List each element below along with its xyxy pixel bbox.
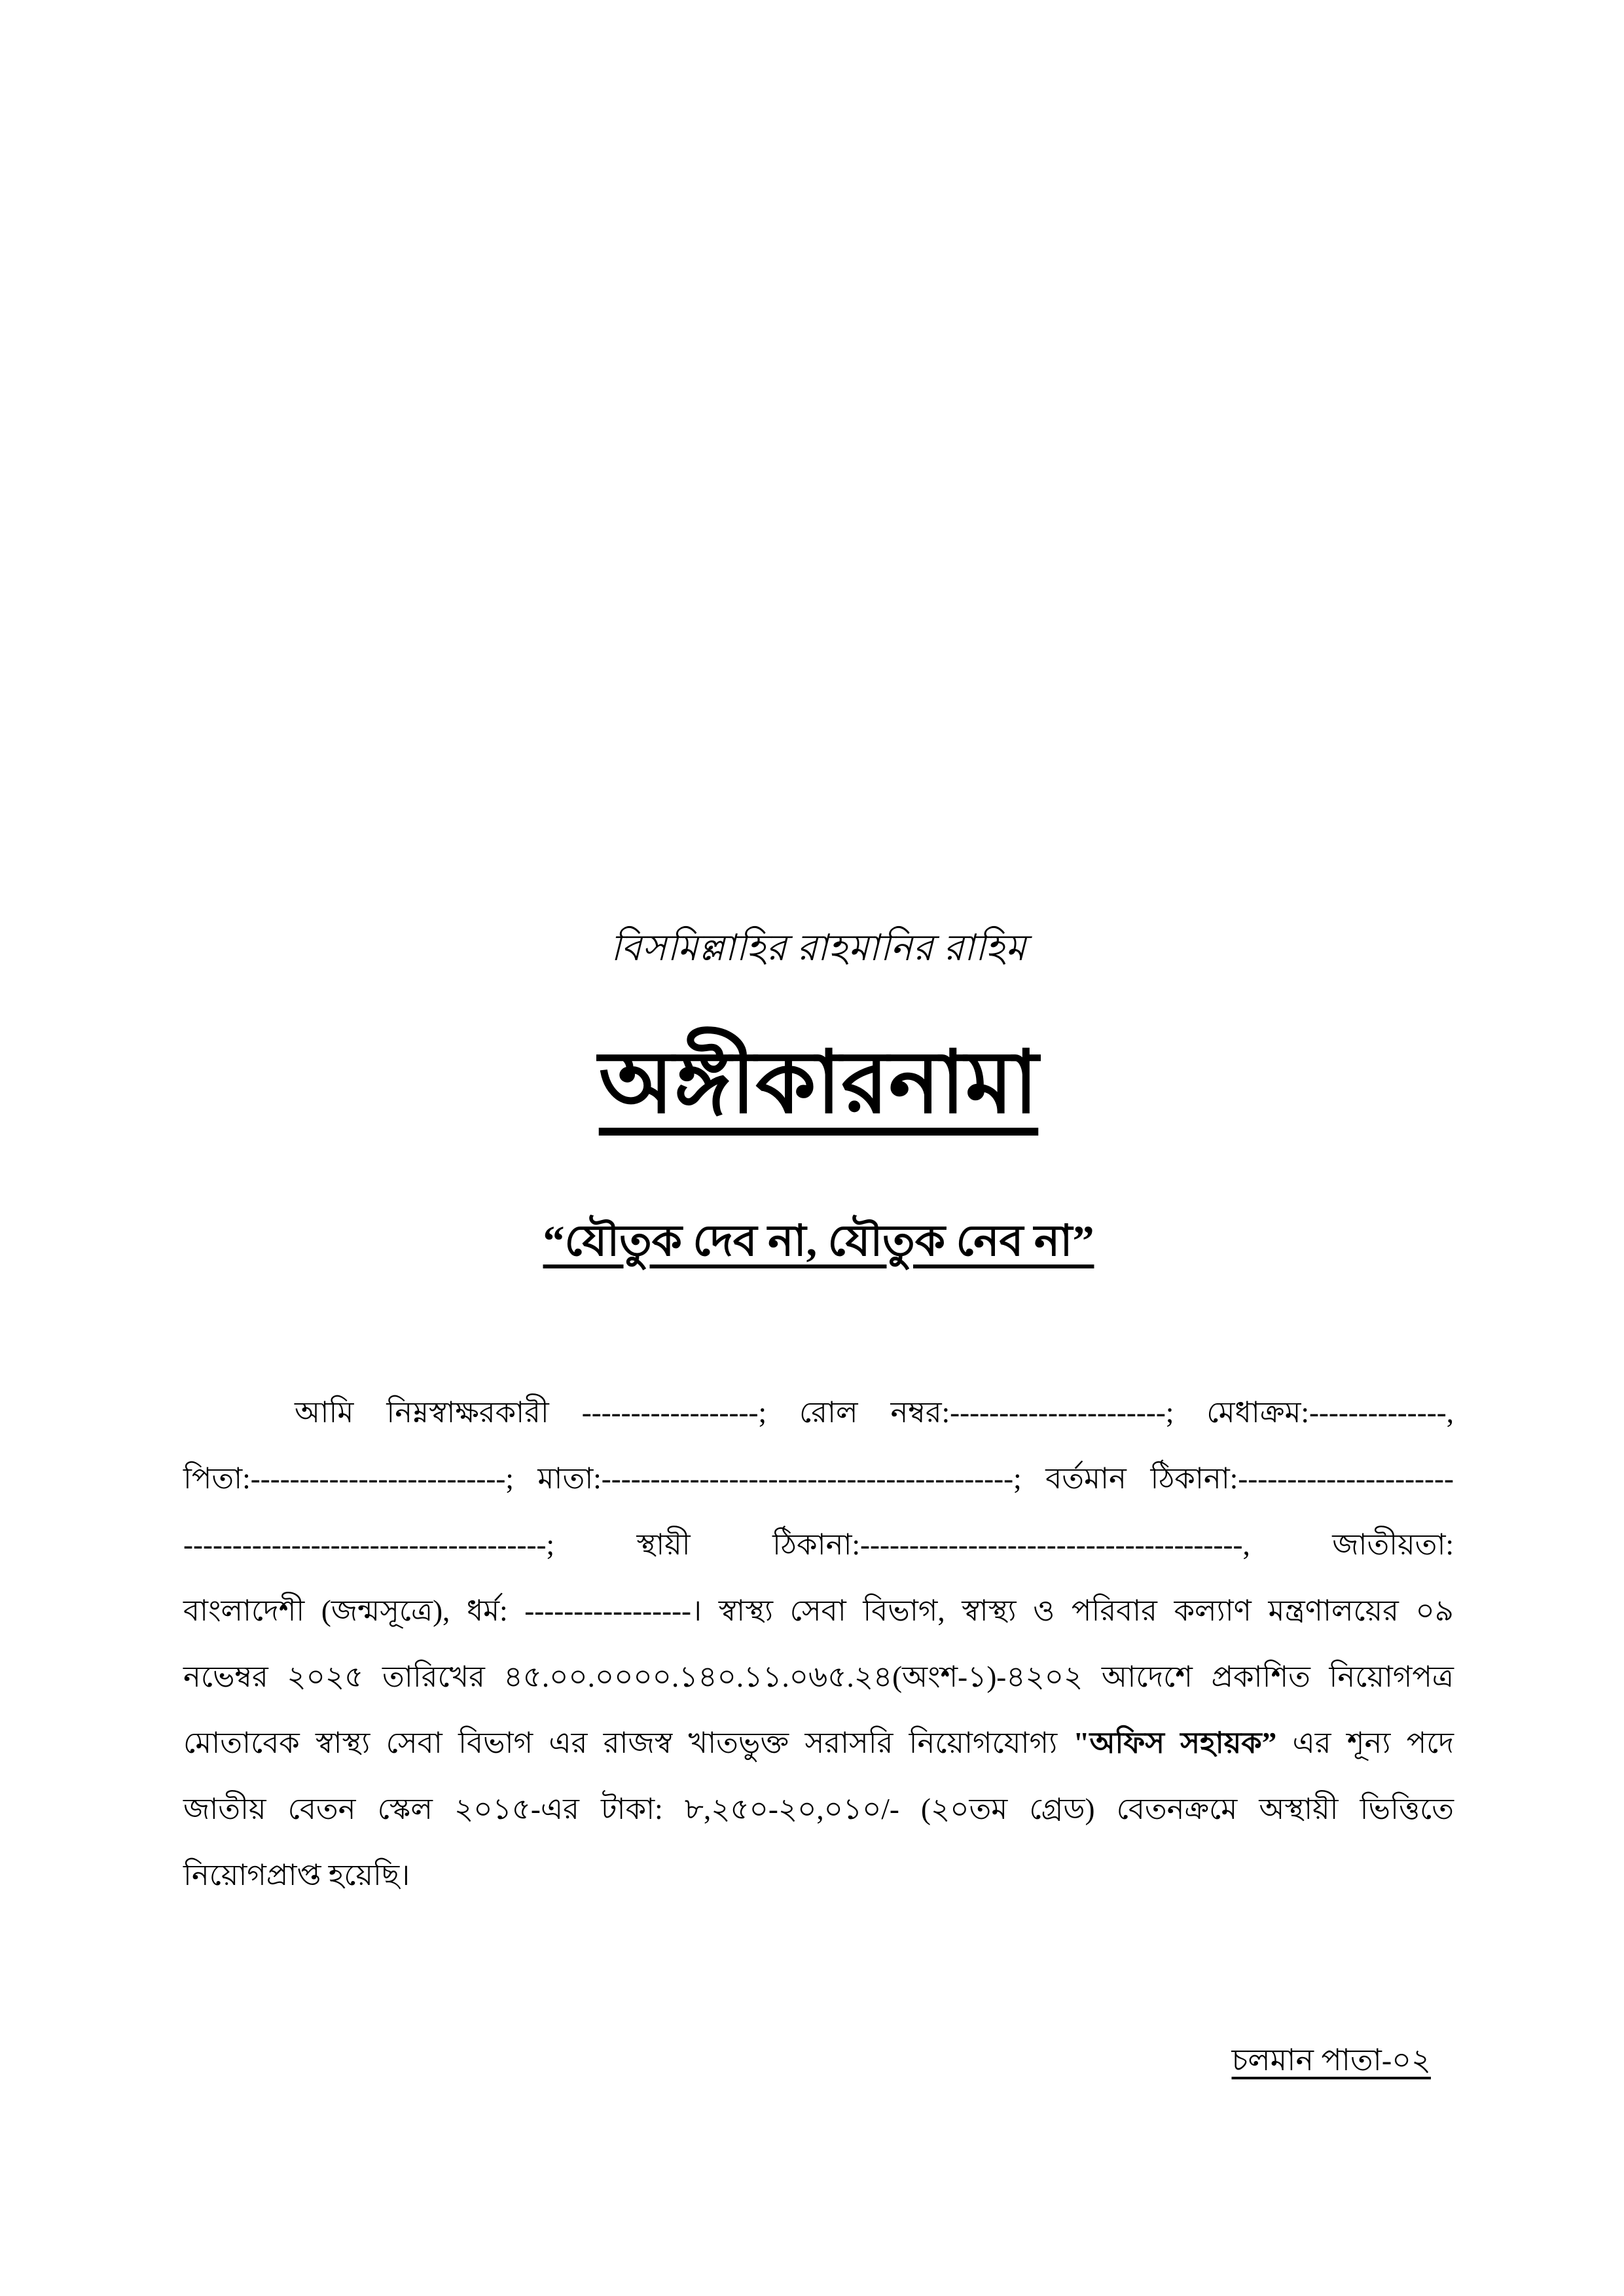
body-line-7: জাতীয় বেতন স্কেল ২০১৫-এর টাকা: ৮,২৫০-২০,০১০/- (২০তম গ্রেড) বেতনক্রমে অস্থায়ী ভিত্তিতে xyxy=(183,1793,1454,1825)
body-line-2: পিতা:--------------------------; মাতা:------------------------------------------; বর্তমান ঠিকানা:---------------------- xyxy=(183,1462,1454,1495)
body-line-3: -------------------------------------; স্থায়ী ঠিকানা:---------------------------------------, জাতীয়তা: xyxy=(183,1528,1454,1561)
continuation-note-text: চলমান পাতা-০২ xyxy=(1231,2043,1431,2077)
body-line-4: বাংলাদেশী (জন্মসূত্রে), ধর্ম: -----------------। স্বাস্থ্য সেবা বিভাগ, স্বাস্থ্য ও পরিবার কল্যাণ মন্ত্রণালয়ের ০৯ xyxy=(183,1594,1454,1627)
body-line-5: নভেম্বর ২০২৫ তারিখের ৪৫.০০.০০০০.১৪০.১১.০৬৫.২৪(অংশ-১)-৪২০২ আদেশে প্রকাশিত নিয়োগপত্র xyxy=(183,1660,1454,1693)
pledge-quote xyxy=(183,1212,1454,1271)
declaration-paragraph xyxy=(183,1380,1454,1909)
body-line-6-pre: মোতাবেক স্বাস্থ্য সেবা বিভাগ এর রাজস্ব খাতভুক্ত সরাসরি নিয়োগযোগ্য xyxy=(183,1727,1074,1759)
body-line-6-post: এর শূন্য পদে xyxy=(1276,1727,1454,1759)
post-name-bold: "অফিস সহায়ক” xyxy=(1073,1727,1277,1759)
body-line-8: নিয়োগপ্রাপ্ত হয়েছি। xyxy=(183,1859,410,1892)
document-title-text: অঙ্গীকারনামা xyxy=(598,1035,1039,1131)
body-line-1: আমি নিম্নস্বাক্ষরকারী ------------------; রোল নম্বর:----------------------; মেধাক্রম:--------------, xyxy=(295,1396,1454,1429)
pledge-quote-text: “যৌতুক দেব না, যৌতুক নেব না” xyxy=(543,1217,1094,1265)
continuation-note xyxy=(183,2041,1431,2080)
body-line-6 xyxy=(183,1710,1454,1776)
bismillah-line: বিসমিল্লাহির রাহমানির রাহিম xyxy=(610,928,1027,969)
document-title xyxy=(183,1031,1454,1136)
